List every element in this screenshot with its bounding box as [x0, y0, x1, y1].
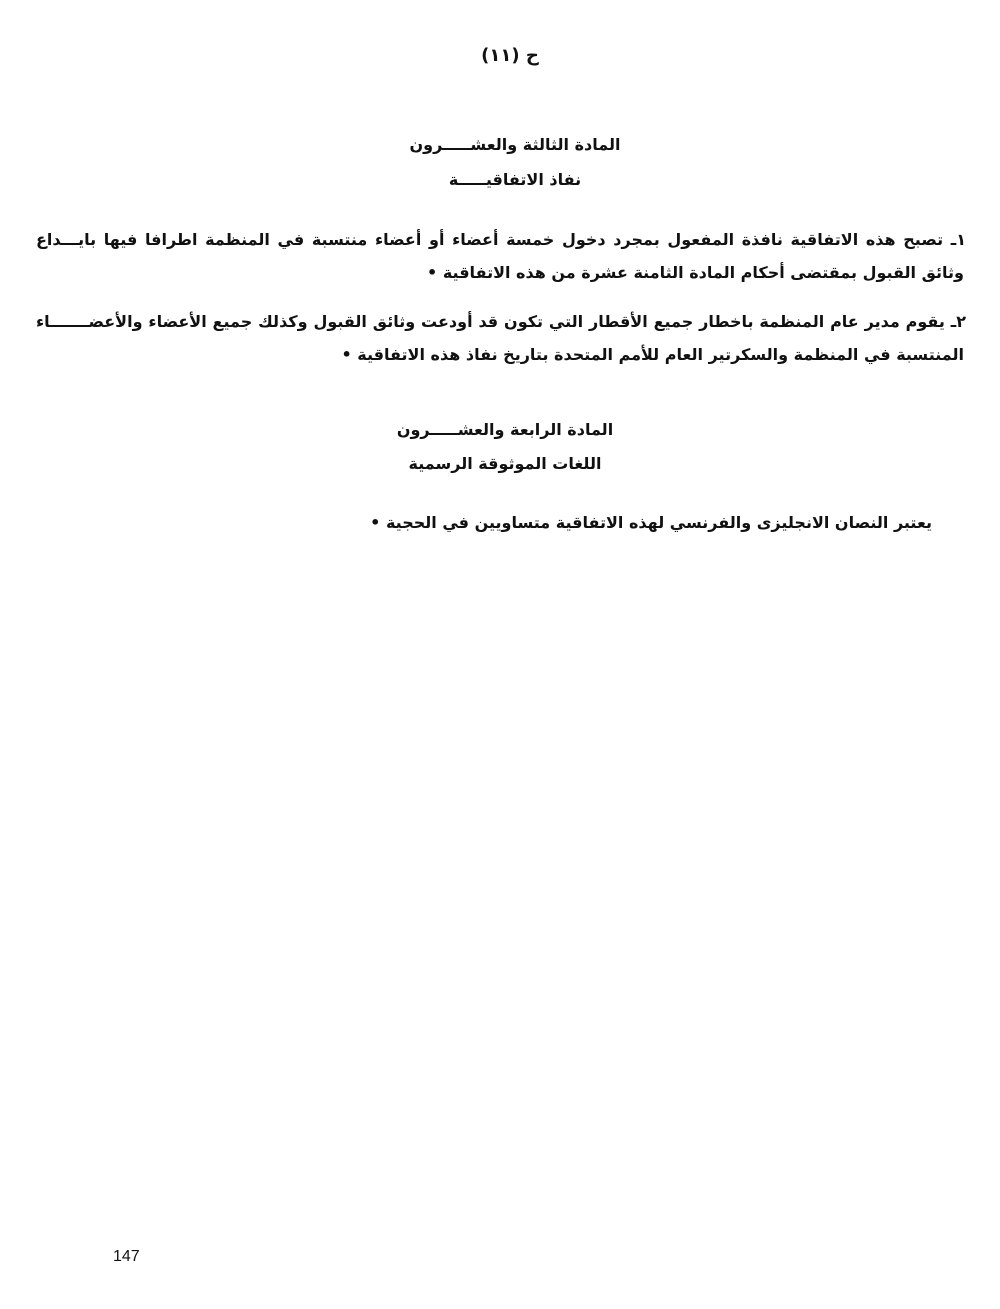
- article-24-paragraph: يعتبر النصان الانجليزى والفرنسي لهذه الاتفاقية متساويين في الحجية •: [370, 513, 932, 532]
- paragraph-1-line-2: وثائق القبول بمقتضى أحكام المادة الثامنة عشرة من هذه الاتفاقية •: [427, 263, 964, 282]
- paragraph-1-line-1: ١ـ تصبح هذه الاتفاقية نافذة المفعول بمجرد دخول خمسة أعضاء أو أعضاء منتسبة في المنظمة اطرافا فيها بايـــداع: [36, 230, 966, 249]
- annex-label: ح (١١): [481, 45, 539, 66]
- article-24-subtitle: اللغات الموثوقة الرسمية: [408, 454, 602, 473]
- article-23-subtitle: نفاذ الاتفاقيـــــة: [448, 170, 582, 189]
- article-24-title: المادة الرابعة والعشـــــرون: [396, 420, 614, 439]
- paragraph-2-line-1: ٢ـ يقوم مدير عام المنظمة باخطار جميع الأقطار التي تكون قد أودعت وثائق القبول وكذلك جميع الأعضاء والأعضـــــــاء: [36, 312, 966, 331]
- article-23-title: المادة الثالثة والعشـــــرون: [409, 135, 621, 154]
- paragraph-2-line-2: المنتسبة في المنظمة والسكرتير العام للأمم المتحدة بتاريخ نفاذ هذه الاتفاقية •: [341, 345, 964, 364]
- page-number: 147: [113, 1248, 140, 1265]
